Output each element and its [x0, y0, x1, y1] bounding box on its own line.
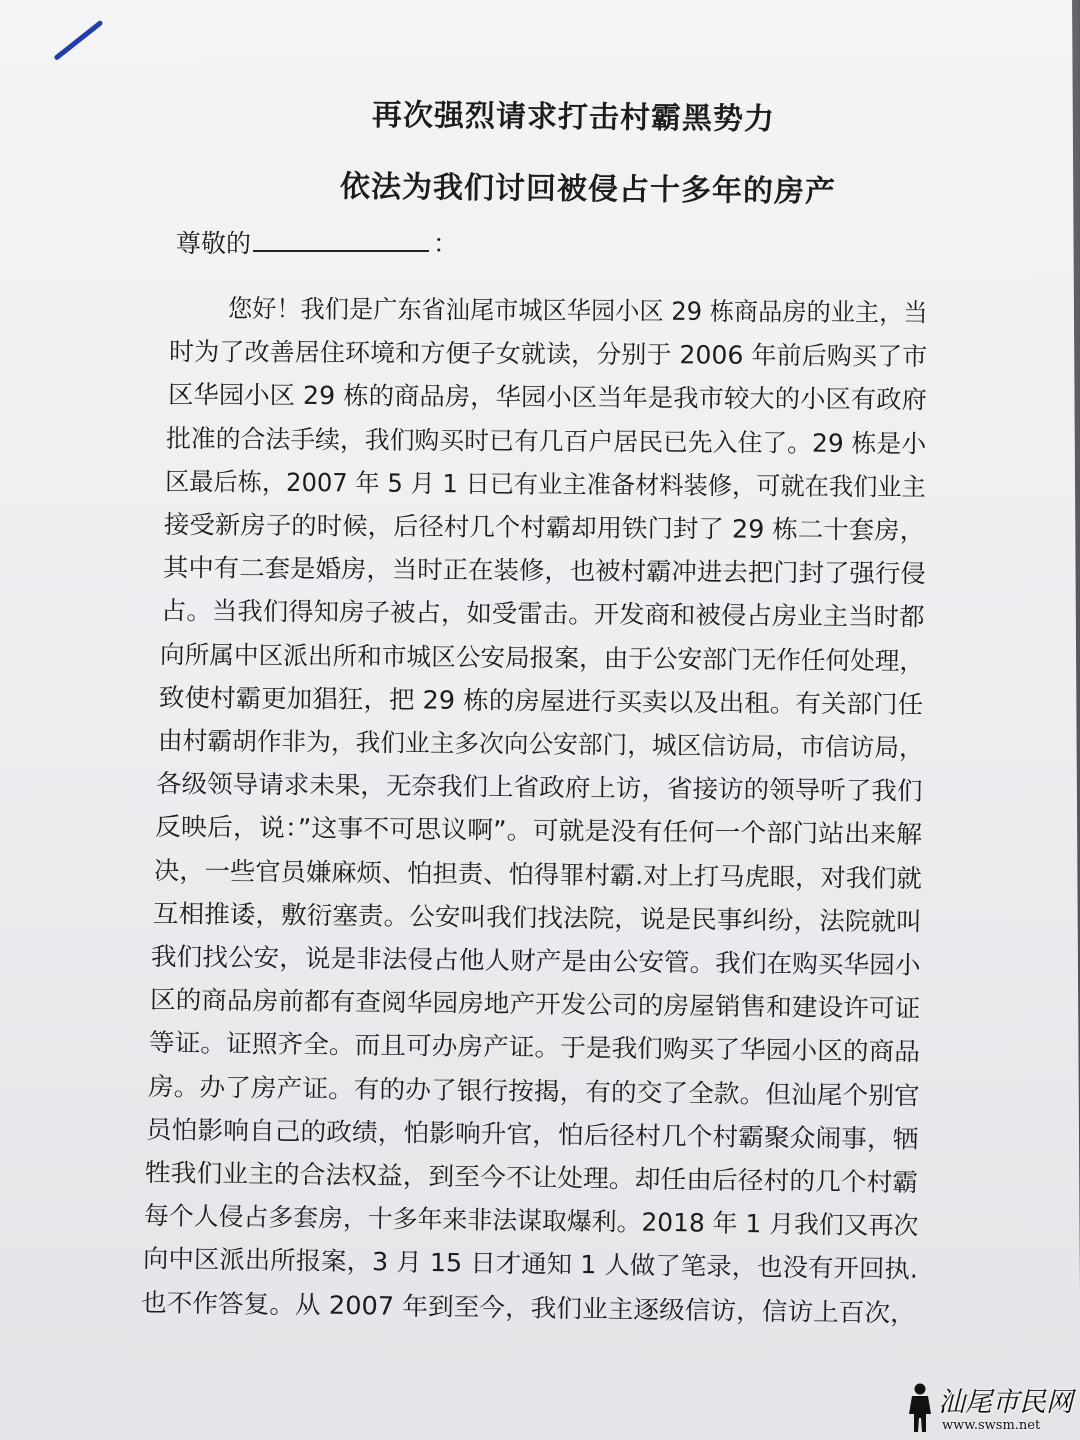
body-line: 接受新房子的时候，后径村几个村霸却用铁门封了 29 栋二十套房，	[163, 510, 926, 545]
watermark-site-name: 汕尾市民网	[938, 1387, 1073, 1418]
salutation	[176, 224, 458, 260]
body-line: 房。办了房产证。有的办了银行按揭，有的交了全款。但汕尾个别官	[147, 1071, 920, 1111]
body-line: 致使村霸更加猖狂，把 29 栋的房屋进行买卖以及出租。有关部门任	[158, 682, 924, 719]
body-line: 时为了改善居住环境和方便子女就读，分别于 2006 年前后购买了市	[168, 337, 928, 372]
letter-title-line-2: 依法为我们讨回被侵占十多年的房产	[339, 169, 837, 210]
watermark-url: www.swsm.net	[942, 1418, 1041, 1433]
body-line: 其中有二套是婚房，当时正在装修，也被村霸冲进去把门封了强行侵	[162, 553, 926, 589]
salutation-blank	[253, 230, 429, 252]
body-line: 向所属中区派出所和市城区公安局报案，由于公安部门无作任何处理，	[159, 639, 925, 676]
body-line: 等证。证照齐全。而且可办房产证。于是我们购买了华园小区的商品	[148, 1028, 920, 1067]
body-line: 占。当我们得知房子被占，如受雷击。开发商和被侵占房业主当时都	[161, 596, 925, 632]
body-line: 牲我们业主的合法权益，到至今不让处理。却任由后径村的几个村霸	[144, 1158, 919, 1198]
body-line: 每个人侵占多套房，十多年来非法谋取爆利。2018 年 1 月我们又再次	[143, 1201, 919, 1241]
body-line: 也不作答复。从 2007 年到至今，我们业主逐级信访，信访上百次，	[141, 1287, 917, 1328]
salutation-suffix: ：	[433, 229, 459, 258]
body-line: 决，一些官员嫌麻烦、怕担责、怕得罪村霸.对上打马虎眼，对我们就	[153, 855, 922, 893]
salutation-prefix: 尊敬的	[176, 229, 252, 258]
body-line: 区的商品房前都有查阅华园房地产开发公司的房屋销售和建设许可证	[149, 985, 921, 1024]
site-watermark	[902, 1376, 1072, 1438]
body-line: 反映后，说：”这事不可思议啊”。可就是没有任何一个部门站出来解	[154, 812, 923, 850]
body-line: 批准的合法手续，我们购买时已有几百户居民已先入住了。29 栋是小	[166, 423, 927, 459]
body-line: 互相推诿，敷衍塞责。公安叫我们找法院，说是民事纠纷，法院就叫	[152, 898, 922, 937]
body-line: 员怕影响自己的政绩，怕影响升官，怕后径村几个村霸聚众闹事，牺	[146, 1114, 919, 1154]
body-line: 由村霸胡作非为，我们业主多次向公安部门，城区信访局，市信访局，	[157, 726, 924, 763]
body-line: 向中区派出所报案，3 月 15 日才通知 1 人做了笔录，也没有开回执.	[142, 1244, 918, 1285]
letter-title-line-1: 再次强烈请求打击村霸黑势力	[371, 97, 776, 138]
body-line: 我们找公安，说是非法侵占他人财产是由公安管。我们在购买华园小	[151, 942, 921, 980]
person-silhouette-icon	[902, 1382, 938, 1434]
body-line: 区华园小区 29 栋的商品房，华园小区当年是我市较大的小区有政府	[167, 380, 927, 415]
body-line: 各级领导请求未果，无奈我们上省政府上访，省接访的领导听了我们	[156, 769, 923, 806]
body-line: 您好！我们是广东省汕尾市城区华园小区 29 栋商品房的业主，当	[227, 294, 928, 328]
body-line: 区最后栋，2007 年 5 月 1 日已有业主准备材料装修，可就在我们业主	[164, 466, 926, 502]
